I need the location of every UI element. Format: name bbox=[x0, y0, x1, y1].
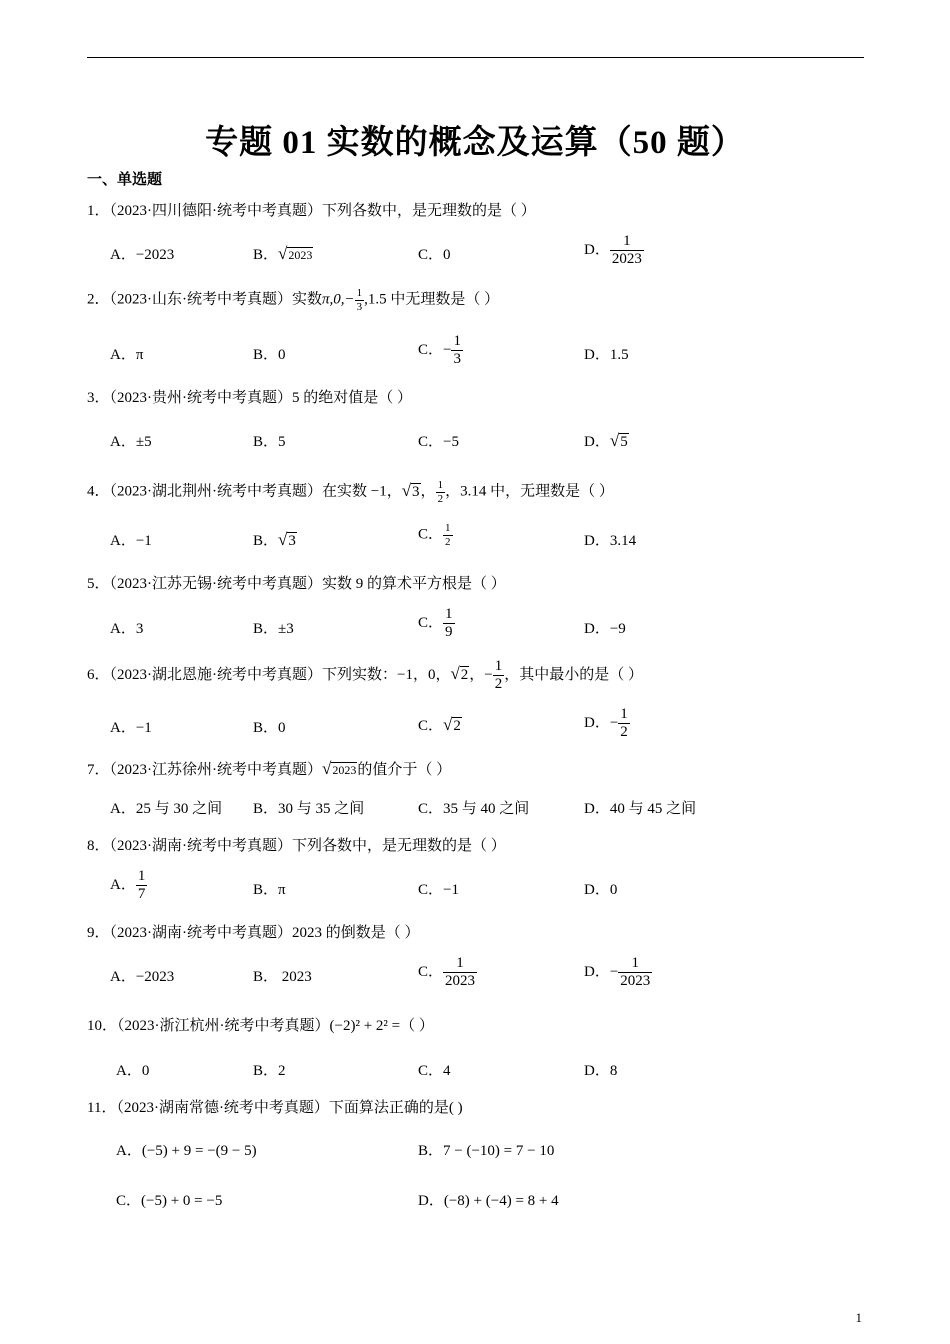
q2-option-b: B．0 bbox=[253, 347, 286, 363]
question-7: 7．（2023·江苏徐州·统考中考真题）√2023的值介于（ ） bbox=[87, 759, 452, 778]
q5-option-d: D．−9 bbox=[584, 621, 626, 637]
q1-option-c: C．0 bbox=[418, 247, 451, 263]
fraction: $\frac{1}{2}$ bbox=[437, 479, 444, 505]
q9-option-d: D．− $\frac{1}{2023}$ bbox=[584, 955, 651, 990]
q9-option-b: B． 2023 bbox=[253, 969, 312, 985]
q6-option-c: C．√2 bbox=[418, 715, 461, 734]
q3-option-a: A．±5 bbox=[110, 434, 152, 450]
section-heading: 一、单选题 bbox=[87, 172, 163, 188]
page-title: 专题 01 实数的概念及运算（50 题） bbox=[205, 125, 745, 161]
q10-option-d: D．8 bbox=[584, 1063, 618, 1079]
q4-option-c: C． $\frac{1}{2}$ bbox=[418, 522, 451, 548]
q9-option-a: A．−2023 bbox=[110, 969, 175, 985]
q6-option-d: D．− $\frac{1}{2}$ bbox=[584, 706, 628, 741]
fraction: $\frac{1}{7}$ bbox=[137, 868, 146, 903]
fraction: $\frac{1}{2}$ bbox=[445, 522, 451, 548]
q10-option-b: B．2 bbox=[253, 1063, 286, 1079]
q5-option-b: B．±3 bbox=[253, 621, 294, 637]
question-9: 9．（2023·湖南·统考中考真题）2023 的倒数是（ ） bbox=[87, 925, 420, 941]
page-number: 1 bbox=[855, 1310, 862, 1325]
sqrt-symbol: √2023 bbox=[278, 244, 313, 263]
q7-option-b: B．30 与 35 之间 bbox=[253, 801, 365, 817]
q3-option-c: C．−5 bbox=[418, 434, 459, 450]
sqrt-symbol: √3 bbox=[401, 480, 420, 500]
question-2: 2．（2023·山东·统考中考真题）实数π,0,− $\frac{1}{3}$ ,1.5 中无理数是（ ） bbox=[87, 287, 500, 313]
q7-option-a: A．25 与 30 之间 bbox=[110, 801, 223, 817]
q5-option-c: C． $\frac{1}{9}$ bbox=[418, 606, 453, 641]
q1-option-b: B．√2023 bbox=[253, 244, 313, 263]
q8-option-a: A． $\frac{1}{7}$ bbox=[110, 868, 146, 903]
q7-option-d: D．40 与 45 之间 bbox=[584, 801, 697, 817]
question-1: 1．（2023·四川德阳·统考中考真题）下列各数中，是无理数的是（ ） bbox=[87, 203, 536, 219]
question-6: 6．（2023·湖北恩施·统考中考真题）下列实数：−1，0，√2，− $\frac{1}{2}$ ，其中最小的是（ ） bbox=[87, 658, 644, 693]
q5-option-a: A．3 bbox=[110, 621, 144, 637]
q10-option-a: A．0 bbox=[116, 1063, 150, 1079]
q1-option-d: D． $\frac{1}{2023}$ bbox=[584, 233, 642, 268]
q10-option-c: C．4 bbox=[418, 1063, 451, 1079]
sqrt-symbol: √2 bbox=[443, 715, 461, 734]
q6-option-b: B．0 bbox=[253, 720, 286, 736]
question-4: 4．（2023·湖北荆州·统考中考真题）在实数 −1，√3， $\frac{1}{2}$ ，3.14 中，无理数是（ ） bbox=[87, 479, 614, 505]
q11-option-d: D．(−8) + (−4) = 8 + 4 bbox=[418, 1193, 559, 1209]
question-8: 8．（2023·湖南·统考中考真题）下列各数中，是无理数的是（ ） bbox=[87, 838, 506, 854]
fraction: $\frac{1}{2023}$ bbox=[611, 233, 642, 268]
fraction: $\frac{1}{3}$ bbox=[453, 333, 461, 368]
fraction: $\frac{1}{2}$ bbox=[494, 658, 503, 693]
header-rule bbox=[87, 57, 864, 58]
sqrt-symbol: √3 bbox=[278, 530, 296, 549]
q4-option-a: A．−1 bbox=[110, 533, 152, 549]
sqrt-symbol: √5 bbox=[609, 431, 628, 450]
q9-option-c: C． $\frac{1}{2023}$ bbox=[418, 955, 476, 990]
sqrt-symbol: √2 bbox=[450, 664, 469, 684]
fraction: $\frac{1}{2}$ bbox=[620, 706, 628, 741]
fraction: $\frac{1}{2023}$ bbox=[620, 955, 651, 990]
math-expression: (−2)² + 2² = bbox=[329, 1018, 401, 1034]
fraction: $\frac{1}{9}$ bbox=[445, 606, 453, 641]
fraction: $\frac{1}{3}$ bbox=[356, 287, 363, 313]
q11-option-a: A．(−5) + 9 = −(9 − 5) bbox=[116, 1143, 257, 1159]
q8-option-b: B．π bbox=[253, 882, 286, 898]
q7-option-c: C．35 与 40 之间 bbox=[418, 801, 530, 817]
sqrt-symbol: √2023 bbox=[322, 759, 357, 778]
question-3: 3．（2023·贵州·统考中考真题）5 的绝对值是（ ） bbox=[87, 390, 412, 406]
q11-option-c: C．(−5) + 0 = −5 bbox=[116, 1193, 223, 1209]
question-10: 10．（2023·浙江杭州·统考中考真题）(−2)² + 2² =（ ） bbox=[87, 1018, 434, 1034]
q1-option-a: A．−2023 bbox=[110, 247, 175, 263]
q8-option-d: D．0 bbox=[584, 882, 618, 898]
q6-option-a: A．−1 bbox=[110, 720, 152, 736]
q2-option-d: D．1.5 bbox=[584, 347, 629, 363]
q8-option-c: C．−1 bbox=[418, 882, 459, 898]
q4-option-b: B．√3 bbox=[253, 530, 296, 549]
q2-option-a: A．π bbox=[110, 347, 144, 363]
q4-option-d: D．3.14 bbox=[584, 533, 637, 549]
q2-option-c: C．− $\frac{1}{3}$ bbox=[418, 333, 461, 368]
question-11: 11．（2023·湖南常德·统考中考真题）下面算法正确的是( ) bbox=[87, 1100, 463, 1116]
q3-option-b: B．5 bbox=[253, 434, 286, 450]
q3-option-d: D．√5 bbox=[584, 431, 628, 450]
q11-option-b: B．7 − (−10) = 7 − 10 bbox=[418, 1143, 555, 1159]
question-5: 5．（2023·江苏无锡·统考中考真题）实数 9 的算术平方根是（ ） bbox=[87, 576, 506, 592]
fraction: $\frac{1}{2023}$ bbox=[445, 955, 476, 990]
